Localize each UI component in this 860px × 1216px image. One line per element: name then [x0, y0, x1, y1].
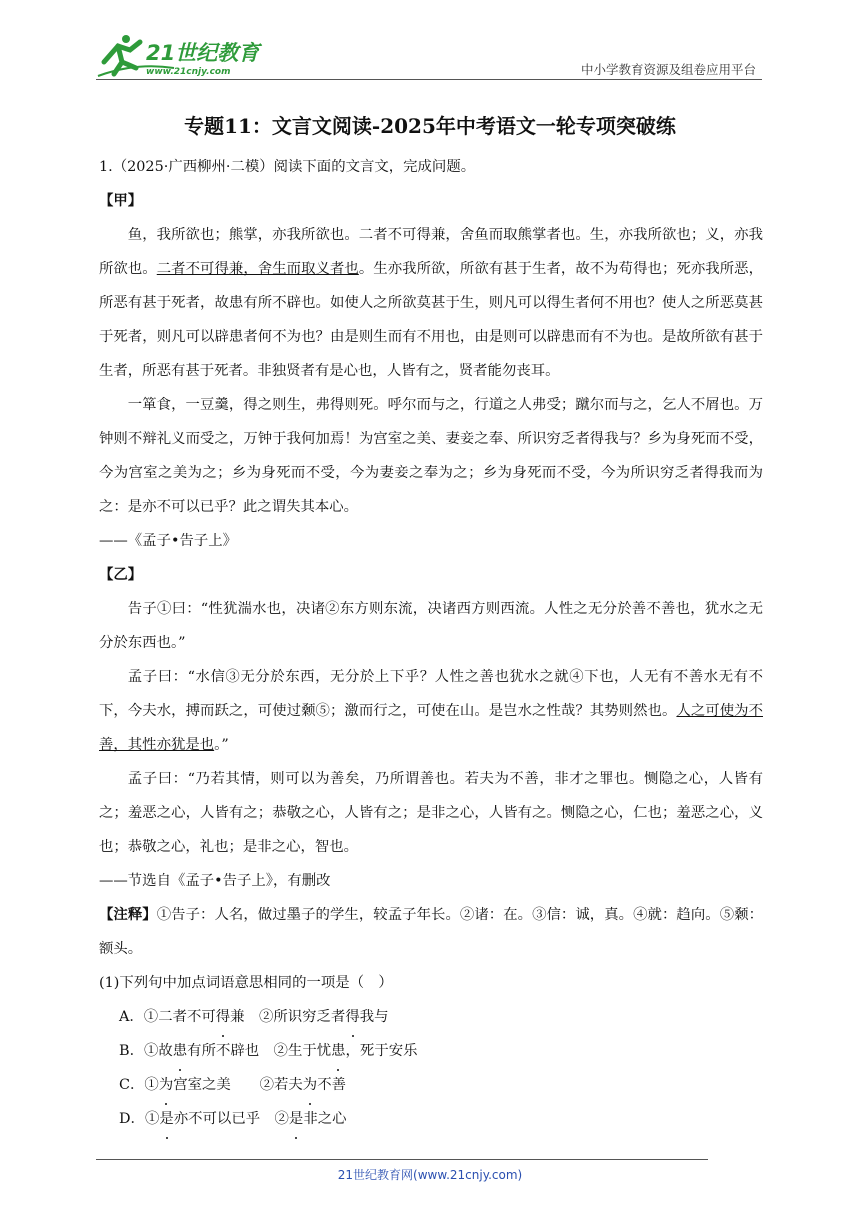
logo-text: 21世纪教育: [146, 41, 260, 65]
underlined-sentence: 人之可使为不善，其性亦犹是也: [99, 703, 763, 753]
option-d: D．①是亦不可以已乎 ②是非之心: [99, 1102, 763, 1136]
jia-source: ——《孟子•告子上》: [99, 533, 238, 549]
yi-source: ——节选自《孟子•告子上》，有删改: [99, 873, 331, 889]
yi-paragraph-3: 孟子曰：“乃若其情，则可以为善矣，乃所谓善也。若夫为不善，非才之罪也。恻隐之心，人皆有之；羞恶之心，人皆有之；恭敬之心，人皆有之；是非之心，人皆有之。恻隐之心，仁也；羞恶之心，义也；恭敬之心，礼也；是非之心，智也。: [99, 771, 763, 855]
header-divider: [96, 79, 762, 80]
option-b: B．①故患有所不辟也 ②生于忧患，死于安乐: [99, 1034, 763, 1068]
jia-paragraph-2: 一箪食，一豆羹，得之则生，弗得则死。呼尔而与之，行道之人弗受；蹴尔而与之，乞人不屑也。万钟则不辩礼义而受之，万钟于我何加焉！为宫室之美、妻妾之奉、所识穷乏者得我与？乡为身死而不受，今为宫室之美为之；乡为身死而不受，今为妻妾之奉为之；乡为身死而不受，今为所识穷乏者得我而为之：是亦不可以已乎？此之谓失其本心。: [99, 397, 763, 515]
yi-paragraph-1: 告子①曰：“性犹湍水也，决诸②东方则东流，决诸西方则西流。人性之无分於善不善也，犹水之无分於东西也。”: [99, 601, 763, 651]
underlined-sentence: 二者不可得兼，舍生而取义者也: [156, 261, 359, 277]
logo-url: www.21cnjy.com: [146, 67, 231, 77]
logo: [96, 32, 266, 80]
platform-name: 中小学教育资源及组卷应用平台: [580, 62, 756, 77]
footer-divider: [96, 1159, 708, 1160]
question-1-stem: (1)下列句中加点词语意思相同的一项是（ ）: [99, 975, 393, 991]
page-title: 专题11：文言文阅读-2025年中考语文一轮专项突破练: [184, 114, 676, 138]
document-body: [99, 150, 763, 1136]
yi-paragraph-2: 孟子曰：“水信③无分於东西，无分於上下乎？人性之善也犹水之就④下也，人无有不善水无有不下，今夫水，搏而跃之，可使过颡⑤；激而行之，可使在山。是岂水之性哉？其势则然也。人之可使为不善，其性亦犹是也。”: [99, 669, 763, 753]
section-yi-label: 【乙】: [99, 566, 143, 583]
question-intro: 1.（2025·广西柳州·二模）阅读下面的文言文，完成问题。: [99, 159, 476, 175]
notes: 【注释】①告子：人名，做过墨子的学生，较孟子年长。②诸：在。③信：诚，真。④就：趋向。⑤颡：额头。: [99, 906, 763, 957]
jia-paragraph-1: 鱼，我所欲也；熊掌，亦我所欲也。二者不可得兼，舍鱼而取熊掌者也。生，亦我所欲也；义，亦我所欲也。二者不可得兼，舍生而取义者也。生亦我所欲，所欲有甚于生者，故不为苟得也；死亦我所恶，所恶有甚于死者，故患有所不辟也。如使人之所欲莫甚于生，则凡可以得生者何不用也？使人之所恶莫甚于死者，则凡可以辟患者何不为也？由是则生而有不用也，由是则可以辟患而有不为也。是故所欲有甚于生者，所恶有甚于死者。非独贤者有是心也，人皆有之，贤者能勿丧耳。: [99, 227, 763, 379]
footer-link[interactable]: 21世纪教育网(www.21cnjy.com): [337, 1168, 523, 1182]
section-jia-label: 【甲】: [99, 192, 143, 209]
option-a: A．①二者不可得兼 ②所识穷乏者得我与: [99, 1000, 763, 1034]
option-c: C．①为宫室之美 ②若夫为不善: [99, 1068, 763, 1102]
